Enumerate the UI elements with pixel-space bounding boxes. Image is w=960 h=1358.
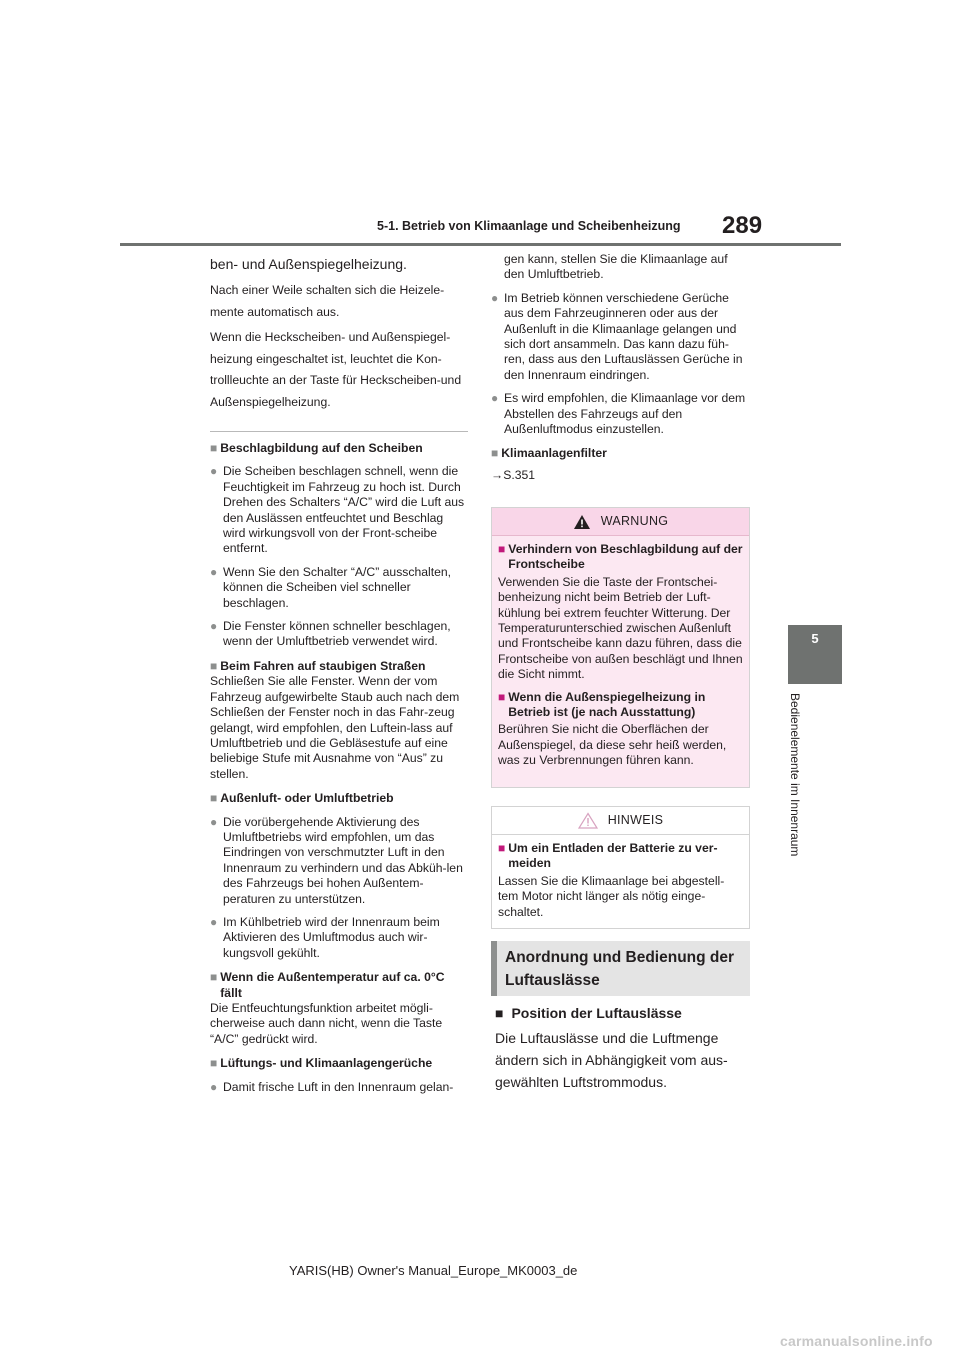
divider: [210, 431, 468, 432]
list-item: ● Die vorübergehende Aktivierung des Umluftbetriebs wird empfohlen, um das Eindringen von verschmutzter Luft in den Innenraum zu verhindern und das Abküh-len des Fahrzeugs bei hohen Außentem-peraturen zu unterstützen.: [210, 814, 463, 906]
list-item: ● Im Kühlbetrieb wird der Innenraum beim Aktivieren des Umluftmodus auch wir-kungsvoll gekühlt.: [210, 914, 440, 960]
header-rule: [120, 243, 841, 246]
section-text: Die Entfeuchtungsfunktion arbeitet mögli-cherweise auch dann nicht, wenn die Taste “A/C” gedrückt wird.: [210, 1001, 443, 1046]
square-bullet-icon: ■: [498, 689, 506, 704]
warning-heading: ■ Wenn die Außenspiegelheizung in Betrieb ist (je nach Ausstattung): [498, 689, 706, 720]
list-item: ● Damit frische Luft in den Innenraum gelan-: [210, 1079, 454, 1094]
list-item: ● Die Scheiben beschlagen schnell, wenn die Feuchtigkeit im Fahrzeug zu hoch ist. Durch Drehen des Schalters “A/C” wird die Luft aus den Auslässen entfeuchtet und Beschlag wird wirkungsvoll von der Front-scheibe entfernt.: [210, 464, 465, 556]
section-heading: ■ Lüftungs- und Klimaanlagengerüche: [210, 1056, 433, 1071]
section-title: Anordnung und Bedienung der Luftauslässe: [491, 941, 750, 996]
section-heading: ■ Beschlagbildung auf den Scheiben: [210, 441, 423, 455]
warning-box: [491, 507, 750, 788]
warning-triangle-icon: [573, 514, 591, 530]
circle-bullet-icon: ●: [210, 1079, 218, 1094]
circle-bullet-icon: ●: [210, 464, 218, 479]
notice-title: HINWEIS: [607, 812, 664, 827]
chapter-tab: [788, 625, 842, 684]
section-heading: ■ Wenn die Außentemperatur auf ca. 0°C fällt: [210, 970, 445, 1000]
list-item-continued: gen kann, stellen Sie die Klimaanlage auf den Umluftbetrieb.: [504, 252, 728, 282]
chapter-label: Bedienelemente im Innenraum: [788, 693, 802, 857]
section-heading: ■ Klimaanlagenfilter: [491, 446, 607, 461]
section-text: Schließen Sie alle Fenster. Wenn der vom Fahrzeug aufgewirbelte Staub auch nach dem Schließen der Fenster noch in das Fahr-zeug gelangt, wird empfohlen, den Luftein-lass auf Umluftbetrieb und die Gebläsestufe auf eine beliebige Stufe mit Ausnahme von “Aus” zu stellen.: [210, 674, 460, 781]
lead-text: ben- und Außenspiegelheizung.: [210, 256, 407, 272]
circle-bullet-icon: ●: [210, 914, 218, 929]
square-bullet-icon: ■: [210, 441, 218, 455]
square-bullet-icon: ■: [498, 841, 506, 855]
square-bullet-icon: ■: [491, 446, 499, 461]
watermark: carmanualsonline.info: [780, 1333, 933, 1349]
square-bullet-icon: ■: [210, 791, 218, 806]
notice-box: [491, 806, 750, 929]
notice-text: Lassen Sie die Klimaanlage bei abgestell-tem Motor nicht länger als nötig einge-schaltet.: [498, 873, 725, 919]
square-bullet-icon: ■: [210, 658, 218, 673]
page-number: 289: [722, 212, 763, 239]
left-column: [210, 252, 468, 1095]
paragraph: Nach einer Weile schalten sich die Heizele-mente automatisch aus.: [210, 283, 445, 319]
circle-bullet-icon: ●: [210, 564, 218, 579]
warning-text: Verwenden Sie die Taste der Frontschei-benheizung nicht beim Betrieb der Luft-kühlung bei extrem feuchter Witterung. Der Temperaturunterschied zwischen Außenluft und Frontscheibe kann dazu führen, dass die Frontscheibe von außen beschlägt und Ihnen die Sicht nimmt.: [498, 574, 743, 682]
paragraph: Wenn die Heckscheiben- und Außenspiegel-heizung eingeschaltet ist, leuchtet die Kon-trollleuchte an der Taste für Heckscheiben-und Außenspiegelheizung.: [210, 330, 462, 409]
position-heading: ■ Position der Luftauslässe: [495, 1005, 682, 1021]
right-column: [491, 252, 749, 483]
list-item: ● Im Betrieb können verschiedene Gerüche aus dem Fahrzeuginneren oder aus der Außenluft in die Klimaanlage gelangen und sich dort ansammeln. Das kann dazu füh-ren, dass aus den Luftauslässen Gerüche in den Innenraum eindringen.: [491, 290, 743, 382]
position-text: Die Luftauslässe und die Luftmenge ändern sich in Abhängigkeit vom aus-gewählten Luftstrommodus.: [495, 1030, 728, 1090]
warning-text: Berühren Sie nicht die Oberflächen der Außenspiegel, da diese sehr heiß werden, was zu Verbrennungen führen kann.: [498, 722, 727, 768]
section-heading: ■ Außenluft- oder Umluftbetrieb: [210, 791, 394, 806]
square-bullet-icon: ■: [210, 970, 218, 985]
list-item: ● Die Fenster können schneller beschlagen, wenn der Umluftbetrieb verwendet wird.: [210, 619, 451, 649]
square-bullet-icon: ■: [498, 542, 506, 556]
warning-title: WARNUNG: [600, 513, 669, 528]
circle-bullet-icon: ●: [491, 290, 499, 305]
circle-bullet-icon: ●: [210, 814, 218, 829]
section-heading: ■ Beim Fahren auf staubigen Straßen: [210, 658, 426, 673]
square-bullet-icon: ■: [495, 1005, 504, 1021]
footer-text: YARIS(HB) Owner's Manual_Europe_MK0003_de: [289, 1263, 578, 1278]
list-item: ● Es wird empfohlen, die Klimaanlage vor dem Abstellen des Fahrzeugs auf den Außenluftmodus einzustellen.: [491, 391, 746, 437]
circle-bullet-icon: ●: [491, 391, 499, 406]
circle-bullet-icon: ●: [210, 619, 218, 634]
chapter-number: 5: [811, 631, 819, 646]
square-bullet-icon: ■: [210, 1056, 218, 1071]
warning-header: [492, 508, 749, 536]
notice-header: [492, 807, 749, 835]
warning-heading: ■ Verhindern von Beschlagbildung auf der Frontscheibe: [498, 542, 743, 572]
notice-triangle-icon: [578, 812, 598, 829]
list-item: ● Wenn Sie den Schalter “A/C” ausschalten, können die Scheiben viel schneller beschlagen.: [210, 564, 452, 610]
page-reference-link[interactable]: →S.351: [491, 467, 536, 482]
notice-heading: ■ Um ein Entladen der Batterie zu ver-meiden: [498, 841, 718, 871]
header-title: 5-1. Betrieb von Klimaanlage und Scheibenheizung: [377, 219, 681, 233]
